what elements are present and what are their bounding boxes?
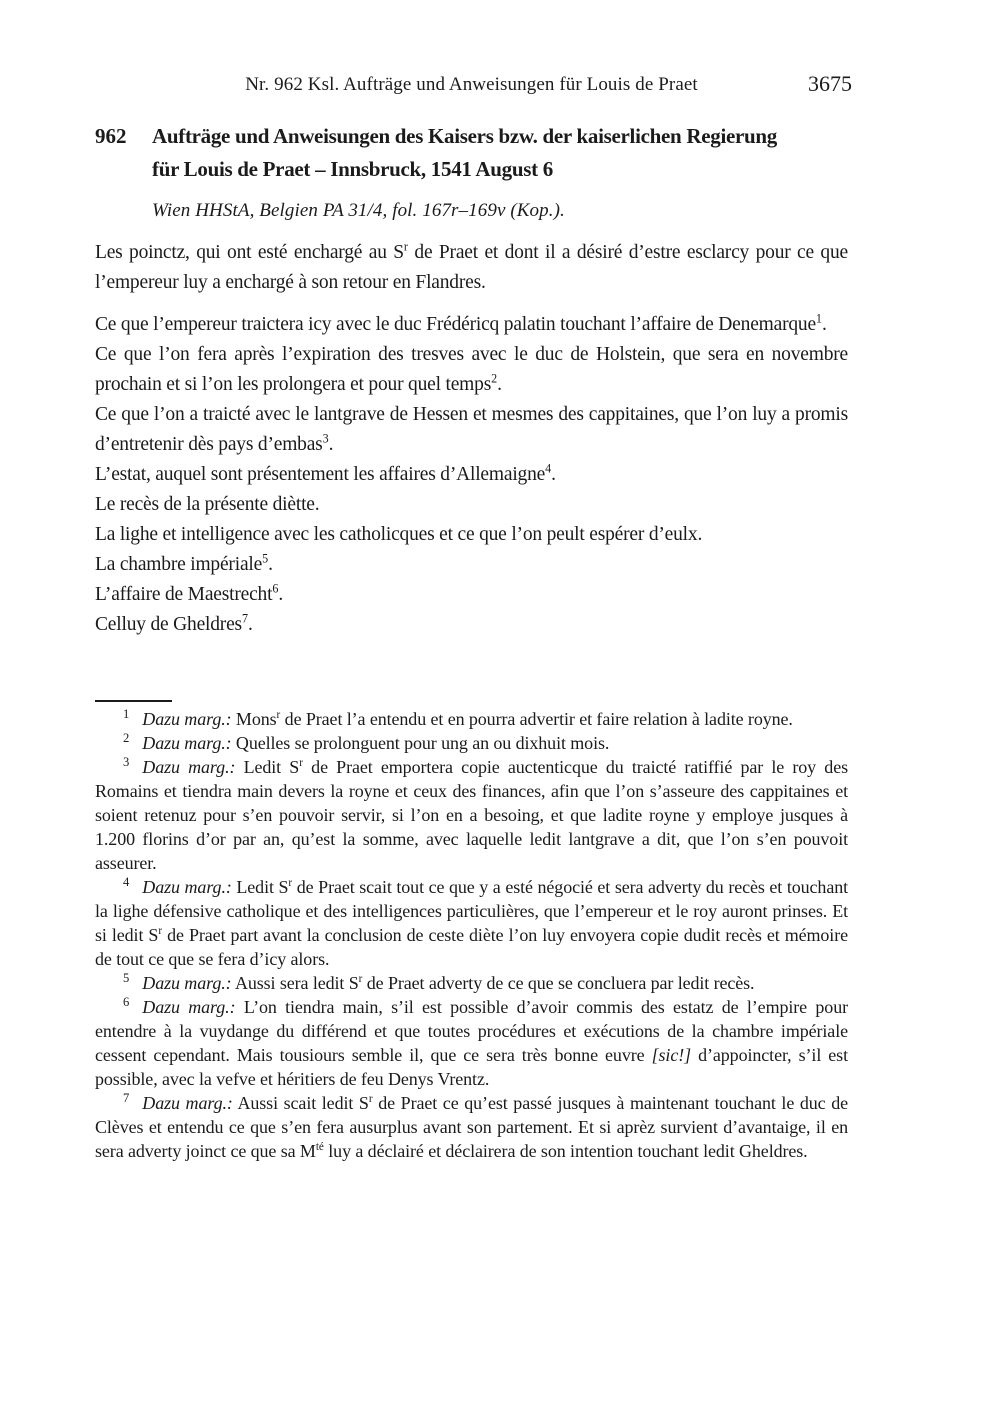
text-segment: Ce que l’empereur traictera icy avec le duc Frédéricq palatin touchant l’affaire de Denemarque (95, 314, 816, 335)
superscript-mark: 2 (491, 371, 498, 386)
superscript-mark: r (276, 709, 281, 721)
text-segment: de Praet ce qu’est passé jusques à maintenant touchant le duc de Clèves et entendu ce que s’en fera ausurplus avant son partement. Et si aprèz survient d’avantaige, il en sera adverty joinct ce que sa M (95, 1093, 849, 1161)
text-segment: [sic!] (651, 1045, 692, 1065)
text-segment: La chambre impériale (95, 554, 263, 575)
body-paragraph (95, 490, 848, 520)
superscript-mark: r (158, 925, 163, 937)
document-title-line-1: Aufträge und Anweisungen des Kaisers bzw. der kaiserlichen Regierung (152, 124, 777, 148)
footnotes (95, 707, 848, 1163)
document-title (152, 120, 848, 186)
text-segment: La lighe et intelligence avec les catholicques et ce que l’on peult espérer d’eulx. (95, 524, 703, 545)
text-segment: Le recès de la présente diètte. (95, 494, 320, 515)
text-segment: . (497, 374, 502, 395)
text-segment: Dazu marg.: (142, 877, 232, 897)
body-paragraph (95, 550, 848, 580)
text-segment: Ce que l’on a traicté avec le lantgrave de Hessen et mesmes des cappitaines, que l’on luy a promis d’entretenir dès pays d’embas (95, 404, 848, 455)
text-segment: Dazu marg.: (142, 733, 232, 753)
document-title-block (95, 120, 848, 186)
text-segment: Dazu marg.: (142, 709, 232, 729)
text-segment: Aussi sera ledit S (231, 973, 359, 993)
footnote-rule (95, 700, 172, 702)
text-segment: L’estat, auquel sont présentement les affaires d’Allemaigne (95, 464, 546, 485)
text-segment: . (821, 314, 827, 335)
text-segment: Ledit S (235, 757, 300, 777)
footnote-number: 5 (123, 971, 130, 985)
body-paragraph (95, 520, 848, 550)
superscript-mark: 4 (545, 461, 552, 476)
footnote (95, 755, 848, 875)
text-segment: de Praet part avant la conclusion de ceste diète l’on luy envoyera copie dudit recès et mémoire de tout ce que se fera d’icy alors. (95, 925, 848, 969)
superscript-mark: r (288, 877, 293, 889)
text-segment: Mons (231, 709, 277, 729)
superscript-mark: té (315, 1141, 324, 1153)
text-segment: de Praet adverty de ce que se concluera par ledit recès. (362, 973, 755, 993)
text-segment: L’on tiendra main, s’il est possible d’avoir commis des estatz de l’empire pour entendre à la vuydange du différend et que toutes procédures et exécutions de la chambre impériale cessent cependant. Mais tousiours semble il, que ce sera très bonne euvre (95, 997, 849, 1065)
text-segment: L’affaire de Maestrecht (95, 584, 273, 605)
superscript-mark: 1 (815, 311, 822, 326)
source-citation: Wien HHStA, Belgien PA 31/4, fol. 167r–169v (Kop.). (152, 200, 565, 221)
text-segment: . (248, 614, 253, 635)
footnote-number: 3 (123, 755, 130, 769)
text-segment: de Praet et dont il a désiré d’estre esclarcy pour ce que l’empereur luy a enchargé à son retour en Flandres. (95, 242, 848, 293)
superscript-mark: r (358, 973, 363, 985)
text-segment: de Praet scait tout ce que y a esté négocié et sera adverty du recès et touchant la lighe défensive catholique et des intelligences particulières, que l’empereur et le roy auront prinses. Et si ledit S (95, 877, 849, 945)
footnote (95, 875, 848, 971)
footnote (95, 1091, 848, 1163)
footnote-number: 4 (123, 875, 130, 889)
footnote-number: 6 (123, 995, 130, 1009)
superscript-mark: r (403, 239, 408, 254)
text-segment: Les poinctz, qui ont esté enchargé au S (95, 242, 404, 263)
text-segment: Dazu marg.: (142, 1093, 233, 1113)
body-paragraph (95, 610, 848, 640)
footnote-number: 2 (123, 731, 130, 745)
superscript-mark: r (368, 1093, 373, 1105)
body-paragraph (95, 340, 848, 400)
text-segment: de Praet emportera copie auctenticque du traicté ratiffié par le roy des Romains et tiendra main devers la royne et ceux des finances, afin que l’on s’asseure des cappitaines et soient retenuz pour s’en pouvoir servir, si l’on en a besoing, et que ladite royne y employe jusques à 1.200 florins d’or par an, qu’est la somme, avec laquelle ledit lantgrave a dit, que l’on s’en pouvoit asseurer. (95, 757, 848, 873)
footnote-number: 1 (123, 707, 130, 721)
footnote (95, 995, 848, 1091)
body-paragraph (95, 580, 848, 610)
text-segment: . (551, 464, 556, 485)
body-paragraph (95, 460, 848, 490)
text-segment: d’appoincter, s’il est possible, avec la vefve et héritiers de feu Denys Vrentz. (95, 1045, 848, 1089)
superscript-mark: 7 (241, 611, 248, 626)
document-title-line-2: für Louis de Praet – Innsbruck, 1541 August 6 (152, 157, 553, 181)
text-segment: Dazu marg.: (142, 973, 232, 993)
text-segment: Ledit S (231, 877, 289, 897)
text-segment: . (268, 554, 273, 575)
running-header (95, 71, 852, 102)
body-paragraphs (95, 238, 848, 640)
body-paragraph (95, 238, 848, 298)
superscript-mark: r (299, 757, 303, 769)
text-segment: de Praet l’a entendu et en pourra advertir et faire relation à ladite royne. (280, 709, 793, 729)
text-segment: Ce que l’on fera après l’expiration des tresves avec le duc de Holstein, que sera en novembre prochain et si l’on les prolongera et pour quel temps (95, 344, 848, 395)
body-paragraph (95, 310, 848, 340)
text-segment: Celluy de Gheldres (95, 614, 242, 635)
body-paragraph (95, 400, 848, 460)
text-segment: . (328, 434, 334, 455)
page-number: 3675 (808, 71, 852, 96)
footnote (95, 731, 848, 755)
text-segment: Aussi scait ledit S (232, 1093, 369, 1113)
footnote (95, 971, 848, 995)
text-segment: luy a déclairé et déclairera de son intention touchant ledit Gheldres. (323, 1141, 808, 1161)
document-number: 962 (95, 124, 127, 148)
text-segment: Dazu marg.: (142, 997, 236, 1017)
text-segment: Quelles se prolonguent pour ung an ou dixhuit mois. (231, 733, 610, 753)
text-segment: . (278, 584, 284, 605)
text-segment: Dazu marg.: (142, 757, 236, 777)
superscript-mark: 5 (262, 551, 269, 566)
footnote (95, 707, 848, 731)
superscript-mark: 3 (322, 431, 329, 446)
superscript-mark: 6 (272, 581, 279, 596)
running-title: Nr. 962 Ksl. Aufträge und Anweisungen für Louis de Praet (245, 74, 698, 95)
footnote-number: 7 (123, 1091, 130, 1105)
